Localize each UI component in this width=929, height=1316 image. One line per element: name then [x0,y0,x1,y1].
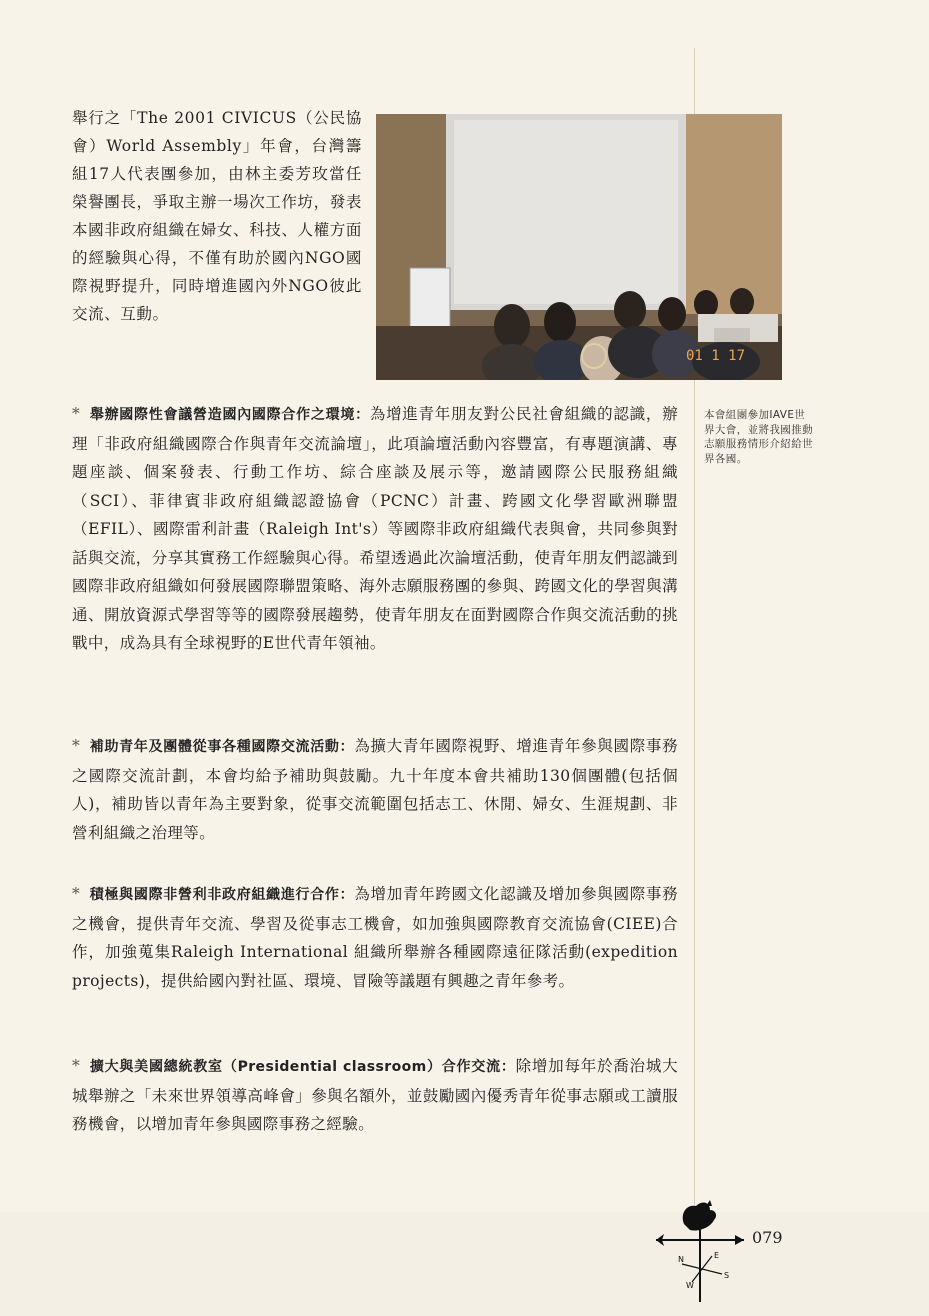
section-bullet: * [72,885,81,903]
photo-caption: 本會組團參加IAVE世界大會，並將我國推動志願服務情形介紹給世界各國。 [704,409,813,465]
section-body: 除增加每年於喬治城大城舉辦之「未來世界領導高峰會」參與名額外，並鼓勵國內優秀青年從事志願或工讀服務機會，以增加青年參與國際事務之經驗。 [72,1057,678,1133]
section-body: 為擴大青年國際視野、增進青年參與國際事務之國際交流計劃，本會均給予補助與鼓勵。九十年度本會共補助130個團體(包括個人)，補助皆以青年為主要對象，從事交流範圍包括志工、休閒、婦女、生涯規劃、非營利組織之治理等。 [72,737,678,842]
intro-paragraph: 舉行之「The 2001 CIVICUS（公民協會）World Assembly」年會，台灣籌組17人代表團參加，由林主委芳玫當任榮譽團長，爭取主辦一場次工作坊，發表本國非政府組織在婦女、科技、人權方面的經驗與心得，不僅有助於國內NGO國際視野提升，同時增進國內外NGO彼此交流、互動。 [72,109,362,323]
compass-letter: S [724,1271,730,1280]
photo-date-stamp: 01 1 17 [686,348,746,364]
compass-letter: N [678,1255,684,1264]
section-heading: 補助青年及團體從事各種國際交流活動： [89,739,355,755]
section-presidential-classroom [72,1052,678,1139]
section-heading: 舉辦國際性會議營造國內國際合作之環境： [89,407,370,423]
section-body: 為增進青年朋友對公民社會組織的認識，辦理「非政府組織國際合作與青年交流論壇」，此項論壇活動內容豐富，有專題演講、專題座談、個案發表、行動工作坊、綜合座談及展示等，邀請國際公民服務組織（SCI）、菲律賓非政府組織認證協會（PCNC）計畫、跨國文化學習歐洲聯盟（EFIL）、國際雷利計畫（Raleigh Int's）等國際非政府組織代表與會，共同參與對話與交流，分享其實務工作經驗與心得。希望透過此次論壇活動，使青年朋友們認識到國際非政府組織如何發展國際聯盟策略、海外志願服務團的參與、跨國文化的學習與溝通、開放資源式學習等等的國際發展趨勢，使青年朋友在面對國際合作與交流活動的挑戰中，成為具有全球視野的E世代青年領袖。 [72,405,678,652]
section-bullet: * [72,737,81,755]
page-number: 079 [752,1228,783,1247]
section-bullet: * [72,1057,81,1075]
conference-photo-illustration [376,114,782,380]
conference-photo [376,114,782,380]
weathervane-icon [650,1192,760,1302]
section-exchange-subsidy [72,732,678,847]
compass-letter: E [714,1251,720,1260]
section-heading: 積極與國際非營利非政府組織進行合作： [89,887,355,903]
section-body: 為增加青年跨國文化認識及增加參與國際事務之機會，提供青年交流、學習及從事志工機會，如加強與國際教育交流協會(CIEE)合作，加強蒐集Raleigh International 組織所舉辦各種國際遠征隊活動(expedition projects)，提供給國內對社區、環境、冒險等議題有興趣之青年參考。 [72,885,678,990]
section-bullet: * [72,405,81,423]
section-ngo-cooperation [72,880,678,995]
section-heading: 擴大與美國總統教室（Presidential classroom）合作交流： [89,1059,516,1075]
section-international-conference [72,400,678,658]
compass-letter: W [686,1281,694,1290]
footer-band [0,1212,929,1316]
